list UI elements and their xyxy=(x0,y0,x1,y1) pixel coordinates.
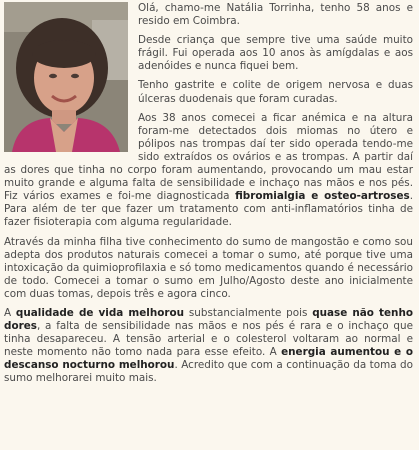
body-text: A xyxy=(4,306,16,319)
portrait-photo xyxy=(4,2,128,152)
portrait-illustration xyxy=(4,2,128,152)
highlight-text: quase não tenho dores xyxy=(4,306,413,333)
body-text: Olá, chamo-me Natália Torrinha, tenho 58 anos e resido em Coimbra. xyxy=(138,2,413,28)
paragraph-5 xyxy=(4,236,413,301)
highlight-text: qualidade de vida melhorou xyxy=(15,306,185,319)
paragraph-6 xyxy=(4,307,413,386)
body-text: substancialmente pois xyxy=(184,306,313,319)
body-text: . Acredito que com a continuação da toma do sumo melhorarei muito mais. xyxy=(4,359,413,385)
highlight-text: fibromialgia e osteo-artroses xyxy=(235,190,410,203)
body-text: Tenho gastrite e colite de origem nervosa e duas úlceras duodenais que foram curadas. xyxy=(138,79,413,105)
body-text: , a falta de sensibilidade nas mãos e nos pés é rara e o inchaço que tinha desapareceu. A tensão arterial e o colesterol voltaram ao normal e neste momento não tomo nada para esse efeito. A xyxy=(4,320,413,359)
body-text: Aos 38 anos comecei a ficar anémica e na altura foram-me detectados dois miomas no útero e pólipos nas trompas daí ter sido operada tendo-me sido extraídos os ovários e as trompas. A partir daí as dores que tinha no corpo foram aumentando, provocando um mau estar muito grande e alguma falta de sensibilidade e inchaço nas mãos e nos pés. Fiz vários exames e foi-me diagnosticada xyxy=(4,111,413,203)
body-text: . Para além de ter que fazer um tratamento com anti-inflamatórios tinha de fazer fisioterapia com alguma regularidade. xyxy=(4,190,414,229)
body-text: Através da minha filha tive conhecimento do sumo de mangostão e como sou adepta dos produtos naturais comecei a tomar o sumo, até porque tive uma intoxicação da quimioprofilaxia e só tomo medicamentos quando é necessário de todo. Comecei a tomar o sumo em Julho/Agosto deste ano inicialmente com duas tomas, depois três e agora cinco. xyxy=(4,235,413,300)
body-text: Desde criança que sempre tive uma saúde muito frágil. Fui operada aos 10 anos às amígdalas e aos adenóides e nunca fiquei bem. xyxy=(138,34,413,73)
highlight-text: energia aumentou e o descanso nocturno melhorou xyxy=(4,346,413,372)
